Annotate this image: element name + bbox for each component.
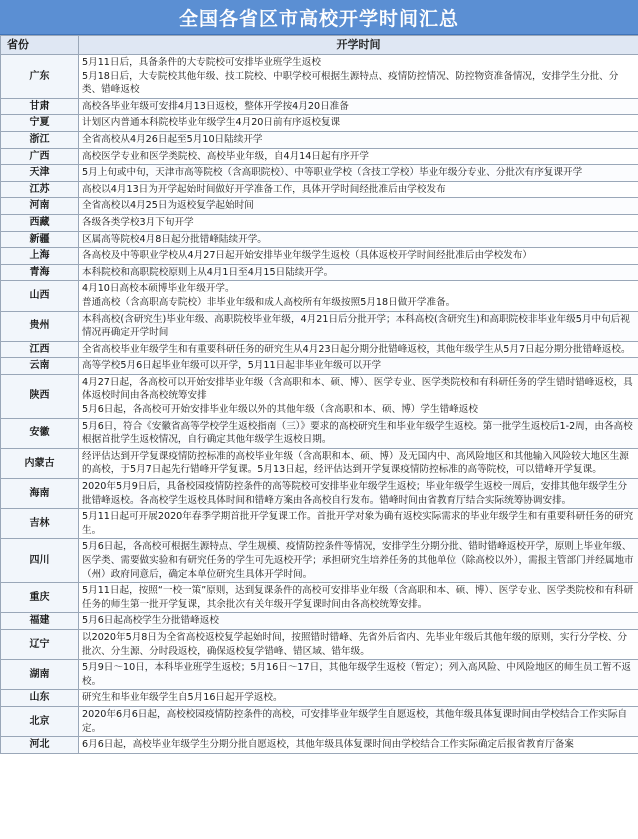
schedule-cell: 5月上旬或中旬，天津市高等院校（含高职院校）、中等职业学校（含技工学校）毕业年级分专业、分批次有序复课开学	[79, 165, 638, 182]
table-row	[1, 690, 638, 707]
table-row	[1, 98, 638, 115]
schedule-cell: 5月6日起高校学生分批错峰返校	[79, 613, 638, 630]
column-header-time: 开学时间	[79, 36, 638, 55]
table-row	[1, 231, 638, 248]
table-row	[1, 737, 638, 754]
table-row	[1, 358, 638, 375]
schedule-cell: 高校医学专业和医学类院校、高校毕业年级，自4月14日起有序开学	[79, 148, 638, 165]
table-row	[1, 181, 638, 198]
province-cell: 青海	[1, 264, 79, 281]
province-cell: 北京	[1, 706, 79, 736]
province-cell: 陕西	[1, 374, 79, 418]
table-row	[1, 281, 638, 311]
schedule-cell: 高等学校5月6日起毕业年级可以开学，5月11日起非毕业年级可以开学	[79, 358, 638, 375]
province-cell: 山东	[1, 690, 79, 707]
province-cell: 天津	[1, 165, 79, 182]
province-cell: 广东	[1, 55, 79, 99]
table-row	[1, 539, 638, 583]
province-cell: 河南	[1, 198, 79, 215]
province-cell: 江西	[1, 341, 79, 358]
table-row	[1, 341, 638, 358]
schedule-cell: 以2020年5月8日为全省高校返校复学起始时间，按照错时错峰、先省外后省内、先毕业年级后其他年级的原则，实行分学校、分批次、分生源、分时段返校，确保返校复学错峰、错区域、错年级。	[79, 629, 638, 659]
province-cell: 贵州	[1, 311, 79, 341]
schedule-cell: 5月11日后，具备条件的大专院校可安排毕业班学生返校 5月18日后，大专院校其他年级、技工院校、中职学校可根据生源特点、疫情防控情况、防控物资准备情况，安排学生分批、分类、错峰返校	[79, 55, 638, 99]
schedule-cell: 高校以4月13日为开学起始时间做好开学准备工作，具体开学时间经批准后由学校发布	[79, 181, 638, 198]
column-header-province: 省份	[1, 36, 79, 55]
schedule-table	[0, 35, 638, 754]
province-cell: 四川	[1, 539, 79, 583]
schedule-cell: 5月6日起，各高校可根据生源特点、学生规模、疫情防控条件等情况，安排学生分期分批、错时错峰返校开学，原则上毕业年级、医学类、需要做实验和有研究任务的学生可先返校开学；承担研究生培养任务的其他单位（除高校以外），需报主管部门并经属地市（州）政府同意后，确定本单位研究生具体开学时间。	[79, 539, 638, 583]
table-row	[1, 448, 638, 478]
province-cell: 西藏	[1, 214, 79, 231]
table-row	[1, 131, 638, 148]
table-row	[1, 311, 638, 341]
province-cell: 河北	[1, 737, 79, 754]
province-cell: 吉林	[1, 509, 79, 539]
table-row	[1, 629, 638, 659]
province-cell: 福建	[1, 613, 79, 630]
province-cell: 湖南	[1, 660, 79, 690]
table-row	[1, 264, 638, 281]
province-cell: 云南	[1, 358, 79, 375]
table-row	[1, 706, 638, 736]
schedule-cell: 全省高校从4月26日起至5月10日陆续开学	[79, 131, 638, 148]
schedule-cell: 2020年6月6日起，高校校园疫情防控条件的高校，可安排毕业年级学生自愿返校，其他年级具体复课时间由学校结合工作实际自定。	[79, 706, 638, 736]
table-row	[1, 613, 638, 630]
province-cell: 海南	[1, 479, 79, 509]
schedule-cell: 6月6日起，高校毕业年级学生分期分批自愿返校，其他年级具体复课时间由学校结合工作实际确定后报省教育厅备案	[79, 737, 638, 754]
province-cell: 江苏	[1, 181, 79, 198]
province-cell: 辽宁	[1, 629, 79, 659]
schedule-cell: 计划区内普通本科院校毕业年级学生4月20日前有序返校复课	[79, 115, 638, 132]
province-cell: 浙江	[1, 131, 79, 148]
schedule-cell: 区属高等院校4月8日起分批错峰陆续开学。	[79, 231, 638, 248]
table-row	[1, 165, 638, 182]
schedule-cell: 高校各毕业年级可安排4月13日返校，整体开学按4月20日准备	[79, 98, 638, 115]
province-cell: 安徽	[1, 418, 79, 448]
table-row	[1, 583, 638, 613]
schedule-cell: 5月9日～10日，本科毕业班学生返校；5月16日～17日，其他年级学生返校（暂定）；列入高风险、中风险地区的师生员工暂不返校。	[79, 660, 638, 690]
schedule-cell: 全省高校以4月25日为返校复学起始时间	[79, 198, 638, 215]
table-row	[1, 479, 638, 509]
page-title: 全国各省区市高校开学时间汇总	[0, 0, 638, 35]
schedule-cell: 经评估达到开学复课疫情防控标准的高校毕业年级（含高职和本、硕、博）及无国内中、高风险地区和其他输入风险较大地区生源的高校，于5月7日起先行错峰开学复课。5月13日起，经评估达到开学复课疫情防控标准的高等院校，可以错峰开学复课。	[79, 448, 638, 478]
schedule-cell: 5月11日起，按照“一校一策”原则，达到复课条件的高校可安排毕业年级（含高职和本、硕、博）、医学专业、医学类院校和有科研任务的师生第一批开学复课，其余批次有关年级开学复课时间由各高校统筹安排。	[79, 583, 638, 613]
schedule-cell: 本科院校和高职院校原则上从4月1日至4月15日陆续开学。	[79, 264, 638, 281]
province-cell: 内蒙古	[1, 448, 79, 478]
schedule-cell: 各高校及中等职业学校从4月27日起开始安排毕业年级学生返校（具体返校开学时间经批准后由学校发布）	[79, 248, 638, 265]
table-row	[1, 198, 638, 215]
schedule-cell: 4月10日高校本硕博毕业年级开学。 普通高校（含高职高专院校）非毕业年级和成人高校所有年级按照5月18日做开学准备。	[79, 281, 638, 311]
table-row	[1, 660, 638, 690]
table-header-row	[1, 36, 638, 55]
schedule-cell: 5月6日，符合《安徽省高等学校学生返校指南（三）》要求的高校研究生和毕业年级学生返校。第一批学生返校后1-2周，由各高校根据首批学生返校情况，自行确定其他年级学生返校日期。	[79, 418, 638, 448]
schedule-cell: 5月11日起可开展2020年春季学期首批开学复课工作。首批开学对象为确有返校实际需求的毕业年级学生和有重要科研任务的研究生。	[79, 509, 638, 539]
province-cell: 甘肃	[1, 98, 79, 115]
schedule-cell: 各级各类学校3月下旬开学	[79, 214, 638, 231]
schedule-cell: 2020年5月9日后，具备校园疫情防控条件的高等院校可安排毕业年级学生返校；毕业年级学生返校一周后，安排其他年级学生分批错峰返校。各高校学生返校具体时间和错峰方案由各高校自行发布。错峰时间由省教育厅结合实际统筹协调安排。	[79, 479, 638, 509]
province-cell: 上海	[1, 248, 79, 265]
schedule-cell: 4月27日起，各高校可以开始安排毕业年级（含高职和本、硕、博）、医学专业、医学类院校和有科研任务的学生错时错峰返校，具体返校时间由各高校统筹安排 5月6日起，各高校可开始安排毕业年级以外的其他年级（含高职和本、硕、博）学生错峰返校	[79, 374, 638, 418]
province-cell: 广西	[1, 148, 79, 165]
schedule-cell: 全省高校毕业年级学生和有重要科研任务的研究生从4月23日起分期分批错峰返校，其他年级学生从5月7日起分期分批错峰返校。	[79, 341, 638, 358]
table-row	[1, 115, 638, 132]
table-row	[1, 148, 638, 165]
table-row	[1, 418, 638, 448]
table-row	[1, 509, 638, 539]
schedule-cell: 本科高校(含研究生)毕业年级、高职院校毕业年级，4月21日后分批开学；本科高校(含研究生)和高职院校非毕业年级5月中旬后视情况再确定开学时间	[79, 311, 638, 341]
table-row	[1, 214, 638, 231]
province-cell: 重庆	[1, 583, 79, 613]
province-cell: 宁夏	[1, 115, 79, 132]
schedule-cell: 研究生和毕业年级学生自5月16日起开学返校。	[79, 690, 638, 707]
table-row	[1, 55, 638, 99]
table-row	[1, 374, 638, 418]
table-row	[1, 248, 638, 265]
province-cell: 新疆	[1, 231, 79, 248]
province-cell: 山西	[1, 281, 79, 311]
